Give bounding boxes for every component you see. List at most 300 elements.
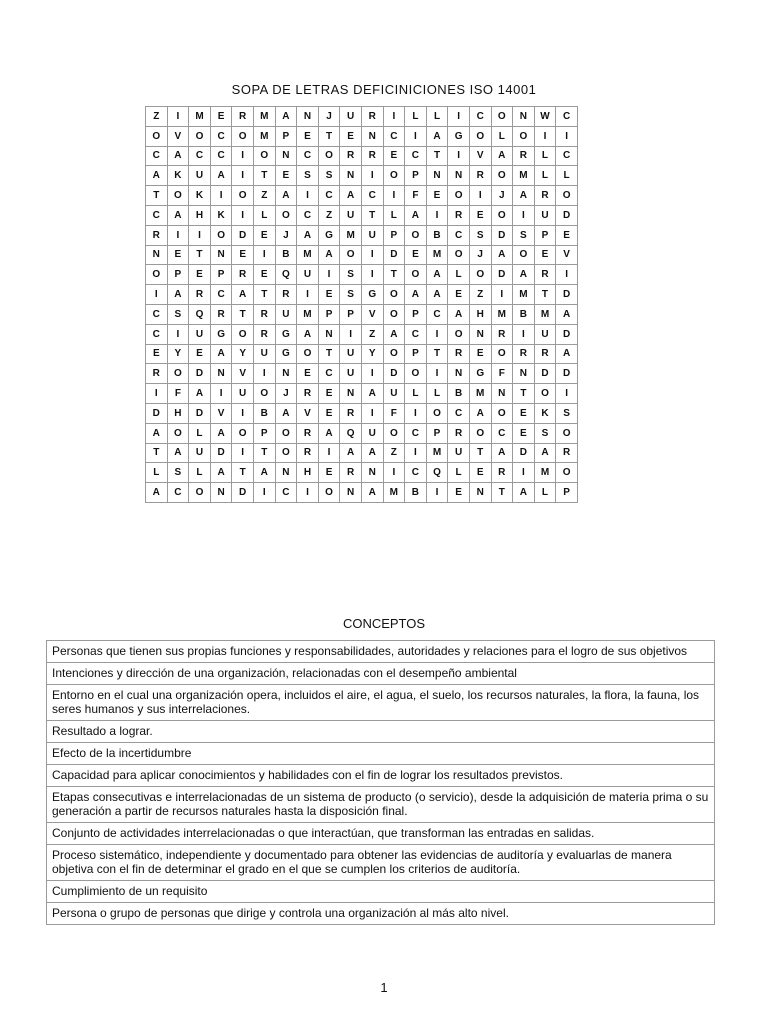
- grid-cell: A: [340, 443, 362, 463]
- grid-cell: O: [167, 423, 189, 443]
- grid-cell: T: [426, 344, 448, 364]
- grid-cell: I: [232, 403, 254, 423]
- grid-cell: V: [297, 403, 319, 423]
- grid-cell: E: [232, 245, 254, 265]
- grid-cell: A: [189, 384, 211, 404]
- grid-cell: H: [167, 403, 189, 423]
- grid-cell: P: [253, 423, 275, 443]
- grid-cell: M: [297, 245, 319, 265]
- grid-cell: O: [405, 265, 427, 285]
- grid-cell: L: [426, 384, 448, 404]
- grid-cell: P: [167, 265, 189, 285]
- concept-row: [47, 881, 715, 903]
- grid-cell: C: [297, 205, 319, 225]
- grid-cell: O: [405, 225, 427, 245]
- grid-cell: A: [426, 126, 448, 146]
- grid-cell: K: [210, 205, 232, 225]
- grid-cell: Q: [426, 463, 448, 483]
- grid-cell: T: [253, 443, 275, 463]
- grid-cell: O: [253, 146, 275, 166]
- grid-cell: O: [318, 146, 340, 166]
- grid-cell: O: [232, 324, 254, 344]
- grid-cell: O: [340, 245, 362, 265]
- grid-cell: D: [146, 403, 168, 423]
- grid-cell: G: [275, 344, 297, 364]
- grid-cell: U: [297, 265, 319, 285]
- grid-cell: O: [146, 265, 168, 285]
- grid-row: [146, 463, 578, 483]
- grid-cell: U: [189, 166, 211, 186]
- grid-cell: V: [469, 146, 491, 166]
- grid-cell: O: [275, 205, 297, 225]
- grid-cell: M: [426, 443, 448, 463]
- grid-cell: A: [146, 166, 168, 186]
- grid-cell: O: [448, 186, 470, 206]
- grid-cell: L: [534, 483, 556, 503]
- grid-cell: Z: [383, 443, 405, 463]
- concept-row: [47, 743, 715, 765]
- grid-cell: K: [189, 186, 211, 206]
- grid-cell: A: [426, 265, 448, 285]
- grid-row: [146, 265, 578, 285]
- grid-cell: R: [340, 403, 362, 423]
- grid-cell: P: [383, 225, 405, 245]
- grid-cell: I: [340, 324, 362, 344]
- grid-row: [146, 225, 578, 245]
- grid-cell: A: [513, 265, 535, 285]
- concept-text: Persona o grupo de personas que dirige y controla una organización al más alto nivel.: [47, 903, 715, 925]
- grid-cell: A: [361, 443, 383, 463]
- grid-cell: O: [405, 364, 427, 384]
- grid-cell: A: [318, 245, 340, 265]
- grid-cell: H: [189, 205, 211, 225]
- grid-cell: Y: [232, 344, 254, 364]
- grid-cell: K: [167, 166, 189, 186]
- grid-cell: I: [556, 265, 578, 285]
- grid-cell: I: [167, 225, 189, 245]
- grid-cell: V: [232, 364, 254, 384]
- grid-cell: M: [534, 463, 556, 483]
- concept-row: [47, 685, 715, 721]
- grid-cell: E: [210, 107, 232, 127]
- grid-cell: L: [189, 423, 211, 443]
- grid-cell: L: [146, 463, 168, 483]
- grid-cell: C: [189, 146, 211, 166]
- concepts-title: CONCEPTOS: [342, 616, 426, 631]
- grid-cell: I: [448, 146, 470, 166]
- grid-cell: E: [189, 265, 211, 285]
- grid-cell: O: [383, 344, 405, 364]
- grid-cell: A: [491, 146, 513, 166]
- grid-cell: O: [448, 245, 470, 265]
- grid-cell: A: [556, 304, 578, 324]
- grid-cell: I: [426, 364, 448, 384]
- grid-cell: A: [167, 205, 189, 225]
- grid-cell: M: [491, 304, 513, 324]
- grid-cell: B: [405, 483, 427, 503]
- grid-cell: E: [340, 126, 362, 146]
- grid-cell: L: [383, 205, 405, 225]
- grid-cell: Z: [361, 324, 383, 344]
- grid-cell: I: [469, 186, 491, 206]
- grid-cell: P: [405, 166, 427, 186]
- grid-cell: S: [556, 403, 578, 423]
- grid-cell: S: [167, 463, 189, 483]
- grid-cell: D: [383, 364, 405, 384]
- grid-cell: U: [361, 423, 383, 443]
- grid-cell: O: [556, 186, 578, 206]
- grid-cell: U: [361, 225, 383, 245]
- grid-cell: P: [426, 423, 448, 443]
- grid-cell: D: [232, 225, 254, 245]
- grid-cell: S: [318, 166, 340, 186]
- grid-cell: F: [491, 364, 513, 384]
- grid-cell: B: [513, 304, 535, 324]
- grid-cell: D: [556, 364, 578, 384]
- grid-cell: R: [469, 166, 491, 186]
- grid-cell: R: [448, 423, 470, 443]
- grid-cell: E: [253, 225, 275, 245]
- grid-cell: O: [383, 285, 405, 305]
- grid-cell: D: [556, 205, 578, 225]
- concept-row: [47, 787, 715, 823]
- grid-cell: N: [513, 364, 535, 384]
- grid-cell: O: [232, 423, 254, 443]
- grid-cell: C: [383, 126, 405, 146]
- grid-cell: C: [426, 304, 448, 324]
- grid-cell: I: [146, 384, 168, 404]
- grid-cell: M: [383, 483, 405, 503]
- grid-cell: P: [275, 126, 297, 146]
- grid-cell: N: [426, 166, 448, 186]
- grid-cell: A: [232, 285, 254, 305]
- grid-cell: L: [253, 205, 275, 225]
- grid-cell: O: [383, 166, 405, 186]
- grid-cell: A: [146, 423, 168, 443]
- grid-cell: K: [534, 403, 556, 423]
- grid-cell: I: [491, 285, 513, 305]
- grid-cell: D: [383, 245, 405, 265]
- grid-cell: M: [534, 304, 556, 324]
- grid-cell: R: [210, 304, 232, 324]
- grid-cell: U: [232, 384, 254, 404]
- grid-cell: E: [469, 205, 491, 225]
- grid-cell: I: [232, 166, 254, 186]
- grid-cell: R: [491, 463, 513, 483]
- grid-cell: T: [361, 205, 383, 225]
- grid-cell: E: [318, 463, 340, 483]
- grid-cell: A: [426, 285, 448, 305]
- grid-cell: I: [232, 205, 254, 225]
- grid-cell: G: [210, 324, 232, 344]
- grid-cell: R: [275, 285, 297, 305]
- grid-cell: E: [405, 245, 427, 265]
- grid-cell: N: [210, 364, 232, 384]
- grid-cell: I: [448, 107, 470, 127]
- grid-cell: R: [232, 107, 254, 127]
- grid-cell: O: [167, 364, 189, 384]
- grid-cell: I: [210, 186, 232, 206]
- grid-cell: O: [491, 166, 513, 186]
- grid-row: [146, 126, 578, 146]
- grid-cell: A: [318, 423, 340, 443]
- concept-text: Efecto de la incertidumbre: [47, 743, 715, 765]
- grid-cell: U: [275, 304, 297, 324]
- grid-cell: A: [534, 443, 556, 463]
- grid-cell: P: [210, 265, 232, 285]
- grid-cell: E: [189, 344, 211, 364]
- concept-row: [47, 903, 715, 925]
- grid-cell: P: [318, 304, 340, 324]
- grid-cell: N: [340, 384, 362, 404]
- grid-cell: I: [556, 384, 578, 404]
- grid-cell: U: [189, 324, 211, 344]
- grid-cell: C: [167, 483, 189, 503]
- grid-cell: G: [469, 364, 491, 384]
- grid-cell: O: [146, 126, 168, 146]
- grid-cell: A: [405, 285, 427, 305]
- grid-cell: I: [167, 324, 189, 344]
- grid-cell: P: [405, 344, 427, 364]
- grid-cell: I: [383, 463, 405, 483]
- grid-cell: C: [405, 463, 427, 483]
- concept-row: [47, 641, 715, 663]
- grid-cell: T: [469, 443, 491, 463]
- grid-cell: U: [253, 344, 275, 364]
- grid-row: [146, 384, 578, 404]
- grid-row: [146, 107, 578, 127]
- grid-cell: I: [405, 403, 427, 423]
- concept-text: Capacidad para aplicar conocimientos y habilidades con el fin de lograr los resultados previstos.: [47, 765, 715, 787]
- grid-cell: M: [426, 245, 448, 265]
- grid-cell: R: [340, 463, 362, 483]
- concept-text: Entorno en el cual una organización opera, incluidos el aire, el agua, el suelo, los recursos naturales, la flora, la fauna, los seres humanos y sus interrelaciones.: [47, 685, 715, 721]
- grid-cell: S: [297, 166, 319, 186]
- grid-cell: E: [513, 403, 535, 423]
- grid-cell: N: [146, 245, 168, 265]
- grid-cell: V: [167, 126, 189, 146]
- grid-cell: E: [318, 285, 340, 305]
- grid-cell: E: [297, 126, 319, 146]
- grid-cell: R: [189, 285, 211, 305]
- grid-cell: I: [361, 166, 383, 186]
- grid-cell: A: [361, 384, 383, 404]
- grid-cell: O: [491, 107, 513, 127]
- grid-cell: C: [146, 205, 168, 225]
- grid-cell: I: [556, 126, 578, 146]
- grid-cell: L: [448, 265, 470, 285]
- grid-row: [146, 245, 578, 265]
- grid-cell: O: [469, 265, 491, 285]
- grid-cell: H: [297, 463, 319, 483]
- grid-cell: S: [340, 285, 362, 305]
- grid-cell: O: [189, 126, 211, 146]
- grid-cell: E: [469, 463, 491, 483]
- grid-cell: A: [167, 285, 189, 305]
- concept-text: Proceso sistemático, independiente y documentado para obtener las evidencias de auditoría y evaluarlas de manera objetiva con el fin de determinar el grado en el que se cumplen los criterios de auditoría.: [47, 845, 715, 881]
- grid-cell: C: [210, 126, 232, 146]
- grid-cell: I: [361, 245, 383, 265]
- grid-row: [146, 146, 578, 166]
- grid-cell: O: [491, 344, 513, 364]
- grid-cell: Q: [275, 265, 297, 285]
- grid-cell: O: [556, 423, 578, 443]
- grid-cell: E: [383, 146, 405, 166]
- grid-cell: J: [491, 186, 513, 206]
- grid-cell: R: [448, 344, 470, 364]
- grid-cell: U: [340, 344, 362, 364]
- grid-cell: H: [469, 304, 491, 324]
- grid-cell: L: [556, 166, 578, 186]
- concept-text: Cumplimiento de un requisito: [47, 881, 715, 903]
- grid-cell: S: [534, 423, 556, 443]
- grid-cell: A: [210, 344, 232, 364]
- grid-cell: I: [513, 205, 535, 225]
- grid-cell: U: [448, 443, 470, 463]
- grid-cell: E: [448, 483, 470, 503]
- grid-cell: C: [361, 186, 383, 206]
- grid-cell: J: [275, 384, 297, 404]
- grid-cell: S: [340, 265, 362, 285]
- grid-cell: G: [318, 225, 340, 245]
- grid-cell: Q: [189, 304, 211, 324]
- grid-cell: R: [253, 304, 275, 324]
- grid-cell: O: [448, 324, 470, 344]
- concept-text: Resultado a lograr.: [47, 721, 715, 743]
- grid-cell: E: [426, 186, 448, 206]
- grid-cell: N: [469, 324, 491, 344]
- grid-cell: M: [513, 285, 535, 305]
- grid-cell: N: [275, 364, 297, 384]
- grid-cell: T: [253, 166, 275, 186]
- grid-cell: N: [340, 483, 362, 503]
- grid-cell: L: [534, 166, 556, 186]
- grid-cell: T: [318, 344, 340, 364]
- grid-cell: A: [253, 463, 275, 483]
- grid-cell: U: [189, 443, 211, 463]
- grid-cell: I: [426, 324, 448, 344]
- grid-cell: M: [253, 126, 275, 146]
- grid-cell: Z: [146, 107, 168, 127]
- grid-cell: R: [448, 205, 470, 225]
- grid-row: [146, 205, 578, 225]
- concept-row: [47, 721, 715, 743]
- concept-text: Etapas consecutivas e interrelacionadas de un sistema de producto (o servicio), desde la adquisición de materia prima o su generación a partir de recursos naturales hasta la disposición final.: [47, 787, 715, 823]
- grid-cell: U: [534, 205, 556, 225]
- grid-cell: E: [448, 285, 470, 305]
- grid-cell: C: [405, 146, 427, 166]
- grid-cell: T: [383, 265, 405, 285]
- grid-cell: A: [340, 186, 362, 206]
- grid-cell: B: [426, 225, 448, 245]
- grid-cell: O: [556, 463, 578, 483]
- grid-cell: C: [491, 423, 513, 443]
- grid-cell: O: [275, 443, 297, 463]
- grid-cell: O: [491, 403, 513, 423]
- grid-cell: S: [513, 225, 535, 245]
- grid-cell: I: [253, 364, 275, 384]
- grid-cell: N: [448, 364, 470, 384]
- concepts-table: [46, 640, 715, 925]
- grid-cell: I: [405, 126, 427, 146]
- grid-row: [146, 483, 578, 503]
- grid-cell: C: [210, 146, 232, 166]
- grid-cell: C: [448, 403, 470, 423]
- grid-cell: L: [534, 146, 556, 166]
- grid-cell: T: [146, 443, 168, 463]
- grid-cell: M: [513, 166, 535, 186]
- concept-text: Personas que tienen sus propias funciones y responsabilidades, autoridades y relaciones para el logro de sus objetivos: [47, 641, 715, 663]
- grid-cell: O: [275, 423, 297, 443]
- grid-cell: A: [167, 146, 189, 166]
- grid-cell: A: [361, 483, 383, 503]
- grid-cell: I: [210, 384, 232, 404]
- grid-cell: A: [556, 344, 578, 364]
- grid-cell: Z: [318, 205, 340, 225]
- grid-cell: D: [189, 403, 211, 423]
- grid-cell: A: [167, 443, 189, 463]
- grid-cell: R: [361, 107, 383, 127]
- grid-cell: R: [253, 324, 275, 344]
- concept-text: Conjunto de actividades interrelacionadas o que interactúan, que transforman las entradas en salidas.: [47, 823, 715, 845]
- grid-cell: Y: [361, 344, 383, 364]
- grid-cell: V: [361, 304, 383, 324]
- grid-cell: T: [426, 146, 448, 166]
- grid-cell: R: [146, 225, 168, 245]
- grid-cell: G: [448, 126, 470, 146]
- grid-cell: I: [361, 403, 383, 423]
- grid-cell: E: [318, 384, 340, 404]
- grid-cell: A: [491, 443, 513, 463]
- grid-cell: E: [534, 245, 556, 265]
- grid-cell: I: [167, 107, 189, 127]
- grid-cell: G: [275, 324, 297, 344]
- grid-cell: V: [556, 245, 578, 265]
- grid-cell: O: [426, 403, 448, 423]
- grid-cell: O: [469, 126, 491, 146]
- grid-cell: P: [405, 304, 427, 324]
- grid-cell: A: [448, 304, 470, 324]
- grid-cell: R: [534, 344, 556, 364]
- concept-row: [47, 765, 715, 787]
- grid-row: [146, 423, 578, 443]
- grid-cell: L: [426, 107, 448, 127]
- grid-cell: I: [426, 483, 448, 503]
- grid-cell: C: [556, 107, 578, 127]
- grid-cell: U: [340, 205, 362, 225]
- grid-cell: A: [297, 324, 319, 344]
- grid-cell: T: [146, 186, 168, 206]
- grid-row: [146, 166, 578, 186]
- grid-cell: I: [146, 285, 168, 305]
- grid-row: [146, 443, 578, 463]
- grid-cell: E: [556, 225, 578, 245]
- grid-cell: N: [275, 463, 297, 483]
- grid-cell: D: [534, 364, 556, 384]
- grid-cell: O: [189, 483, 211, 503]
- grid-cell: I: [383, 107, 405, 127]
- grid-cell: C: [297, 146, 319, 166]
- grid-cell: O: [513, 126, 535, 146]
- grid-cell: C: [448, 225, 470, 245]
- grid-cell: O: [232, 186, 254, 206]
- grid-cell: I: [361, 364, 383, 384]
- grid-cell: T: [232, 304, 254, 324]
- grid-cell: L: [405, 384, 427, 404]
- grid-row: [146, 186, 578, 206]
- grid-cell: C: [146, 304, 168, 324]
- grid-cell: M: [189, 107, 211, 127]
